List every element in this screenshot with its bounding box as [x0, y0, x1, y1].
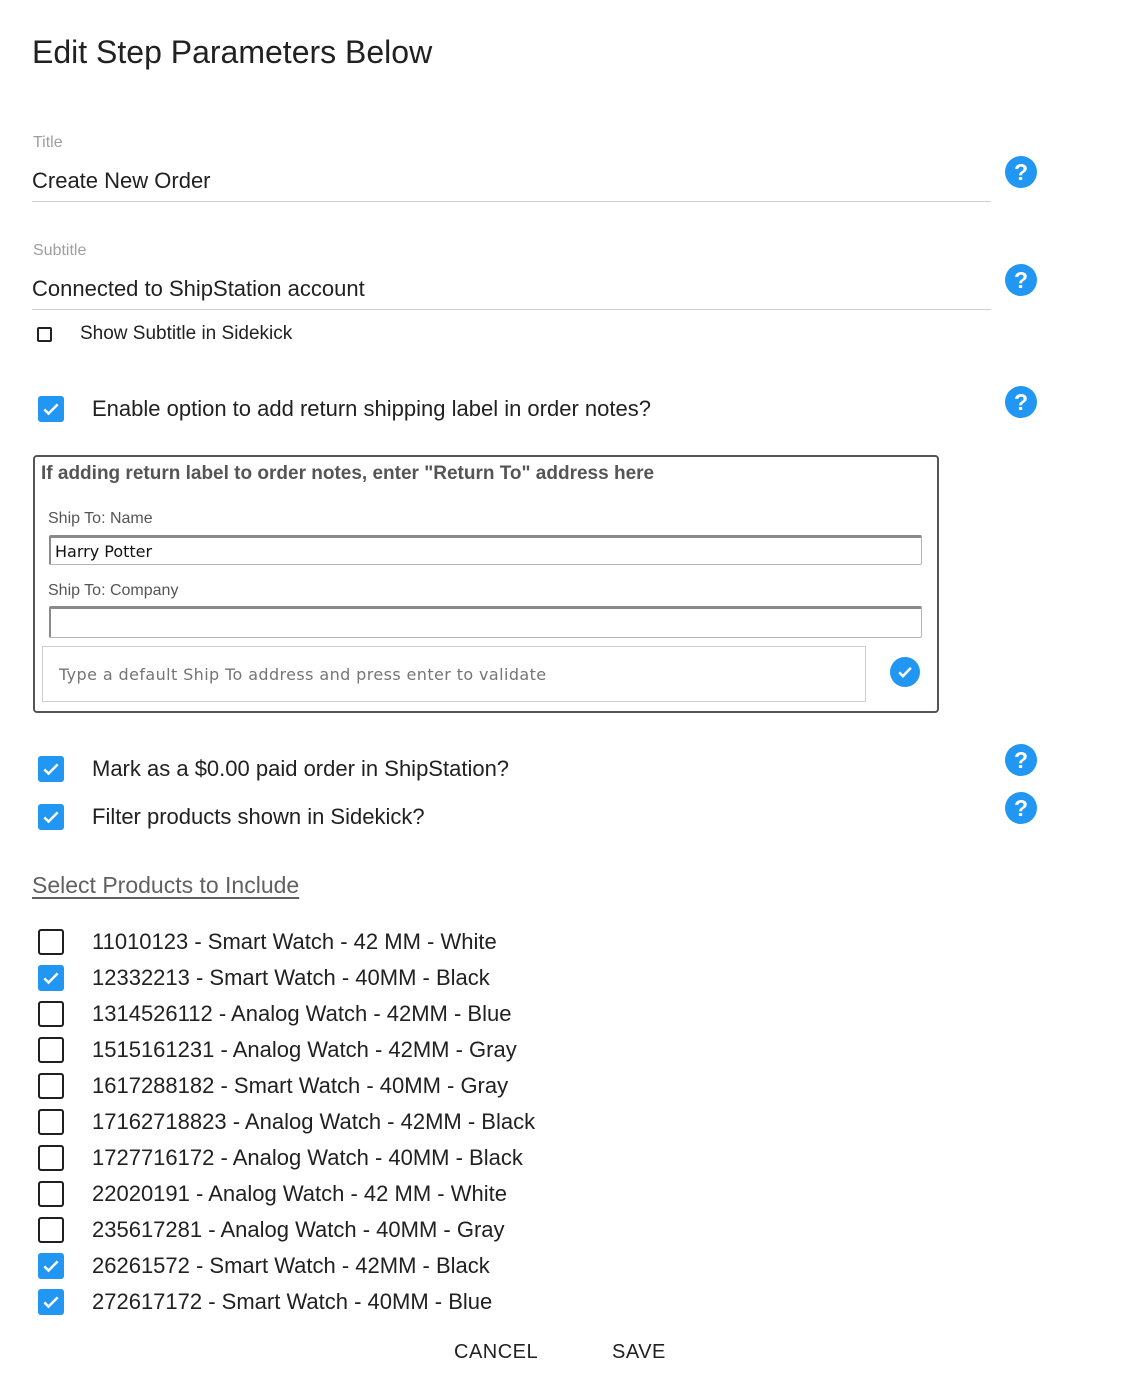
checkmark-icon [41, 399, 61, 419]
product-item[interactable] [38, 1036, 517, 1064]
checkmark-icon [41, 1256, 61, 1276]
product-label: 12332213 - Smart Watch - 40MM - Black [92, 965, 490, 990]
product-checkbox[interactable] [38, 1253, 64, 1279]
ship-to-company-input[interactable] [49, 606, 922, 638]
product-item[interactable] [38, 964, 490, 992]
paid-order-label: Mark as a $0.00 paid order in ShipStation? [92, 756, 510, 781]
product-checkbox[interactable] [38, 929, 64, 955]
product-checkbox[interactable] [38, 1289, 64, 1315]
product-checkbox[interactable] [38, 1073, 64, 1099]
title-help-icon[interactable]: ? [1005, 156, 1037, 188]
product-item[interactable] [38, 1072, 508, 1100]
filter-products-help-icon[interactable]: ? [1005, 792, 1037, 824]
product-label: 22020191 - Analog Watch - 42 MM - White [92, 1181, 507, 1206]
product-checkbox[interactable] [38, 1037, 64, 1063]
product-label: 11010123 - Smart Watch - 42 MM - White [92, 929, 497, 954]
checkmark-icon [41, 968, 61, 988]
ship-to-name-label: Ship To: Name [48, 510, 153, 527]
product-label: 1314526112 - Analog Watch - 42MM - Blue [92, 1001, 512, 1026]
product-item[interactable] [38, 1108, 535, 1136]
product-item[interactable] [38, 1144, 523, 1172]
show-subtitle-checkbox[interactable] [37, 327, 52, 342]
product-label: 1617288182 - Smart Watch - 40MM - Gray [92, 1073, 509, 1098]
product-item[interactable] [38, 1288, 492, 1316]
return-to-heading: If adding return label to order notes, enter "Return To" address here [41, 463, 655, 484]
product-checkbox[interactable] [38, 1109, 64, 1135]
return-label-checkbox[interactable] [38, 396, 64, 422]
paid-order-help-icon[interactable]: ? [1005, 744, 1037, 776]
ship-to-company-label: Ship To: Company [48, 582, 179, 599]
product-label: 17162718823 - Analog Watch - 42MM - Black [92, 1109, 536, 1134]
filter-products-checkbox[interactable] [38, 804, 64, 830]
check-circle-icon [895, 662, 915, 682]
show-subtitle-label: Show Subtitle in Sidekick [80, 323, 293, 344]
product-item[interactable] [38, 1000, 511, 1028]
return-label-help-icon[interactable]: ? [1005, 386, 1037, 418]
save-button[interactable]: SAVE [604, 1339, 674, 1366]
product-item[interactable] [38, 1216, 505, 1244]
title-field-underline [32, 201, 991, 202]
product-item[interactable] [38, 1180, 507, 1208]
product-item[interactable] [38, 928, 497, 956]
subtitle-field-underline [32, 309, 991, 310]
title-field-label: Title [33, 134, 63, 151]
product-label: 272617172 - Smart Watch - 40MM - Blue [92, 1289, 493, 1314]
product-checkbox[interactable] [38, 1181, 64, 1207]
product-label: 1515161231 - Analog Watch - 42MM - Gray [92, 1037, 517, 1062]
product-label: 26261572 - Smart Watch - 42MM - Black [92, 1253, 490, 1278]
ship-to-address-input[interactable] [42, 646, 866, 702]
cancel-button[interactable]: CANCEL [446, 1339, 546, 1366]
return-label-option-label: Enable option to add return shipping label in order notes? [92, 396, 651, 421]
title-field-value[interactable]: Create New Order [32, 168, 211, 193]
page-title: Edit Step Parameters Below [32, 34, 433, 70]
product-label: 1727716172 - Analog Watch - 40MM - Black [92, 1145, 523, 1170]
checkmark-icon [41, 759, 61, 779]
paid-order-checkbox[interactable] [38, 756, 64, 782]
products-section-heading: Select Products to Include [32, 872, 300, 898]
product-label: 235617281 - Analog Watch - 40MM - Gray [92, 1217, 505, 1242]
product-checkbox[interactable] [38, 1145, 64, 1171]
subtitle-field-label: Subtitle [33, 242, 87, 259]
validate-address-button[interactable] [890, 657, 920, 687]
product-checkbox[interactable] [38, 1217, 64, 1243]
product-checkbox[interactable] [38, 1001, 64, 1027]
product-checkbox[interactable] [38, 965, 64, 991]
product-item[interactable] [38, 1252, 490, 1280]
filter-products-label: Filter products shown in Sidekick? [92, 804, 425, 829]
subtitle-help-icon[interactable]: ? [1005, 264, 1037, 296]
ship-to-name-input[interactable] [49, 535, 922, 565]
subtitle-field-value[interactable]: Connected to ShipStation account [32, 276, 365, 301]
checkmark-icon [41, 1292, 61, 1312]
checkmark-icon [41, 807, 61, 827]
